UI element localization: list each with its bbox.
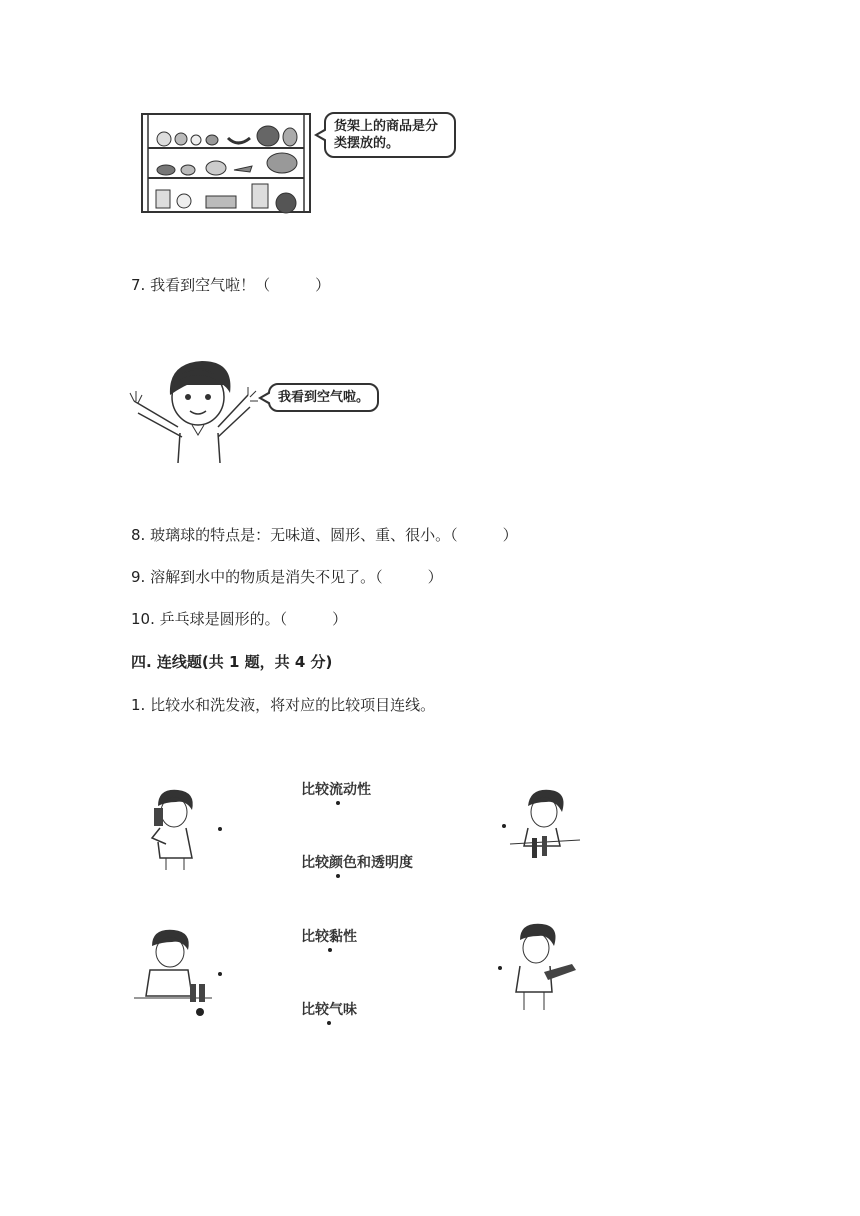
boy-drawing [130, 355, 260, 465]
child-shaking-drawing [134, 928, 214, 1018]
child-smelling [146, 788, 198, 872]
child-looking-drawing [510, 788, 582, 864]
match-label-viscosity: 比较黏性 [301, 929, 357, 945]
boy-speech-bubble [268, 383, 379, 412]
question-9: 9. 溶解到水中的物质是消失不见了。（ ） [131, 568, 443, 586]
match-dot-label-3[interactable] [328, 948, 332, 952]
match-dot-child-3[interactable] [502, 824, 506, 828]
match-dot-child-2[interactable] [218, 972, 222, 976]
matching-prompt: 1. 比较水和洗发液，将对应的比较项目连线。 [131, 696, 436, 714]
child-looking [510, 788, 582, 864]
boy-bubble-text: 我看到空气啦。 [278, 390, 370, 405]
shelf-illustration [136, 108, 316, 214]
child-shaking [134, 928, 214, 1018]
child-tilting-drawing [510, 922, 580, 1014]
child-smelling-drawing [146, 788, 198, 872]
question-10: 10. 乒乓球是圆形的。（ ） [131, 610, 348, 628]
question-8: 8. 玻璃球的特点是：无味道、圆形、重、很小。（ ） [131, 526, 518, 544]
boy-illustration [130, 355, 260, 465]
child-tilting [510, 922, 580, 1014]
match-label-color-transparency: 比较颜色和透明度 [301, 855, 413, 871]
match-dot-child-1[interactable] [218, 827, 222, 831]
shelf-speech-bubble [324, 112, 456, 158]
match-dot-label-2[interactable] [336, 874, 340, 878]
match-dot-label-1[interactable] [336, 801, 340, 805]
match-label-fluidity: 比较流动性 [301, 782, 371, 798]
shelf-bubble-text: 货架上的商品是分类摆放的。 [334, 119, 439, 151]
match-dot-child-4[interactable] [498, 966, 502, 970]
match-label-smell: 比较气味 [301, 1002, 357, 1018]
question-7: 7. 我看到空气啦！（ ） [131, 276, 331, 294]
match-dot-label-4[interactable] [327, 1021, 331, 1025]
section-4-title: 四. 连线题(共 1 题，共 4 分) [131, 653, 333, 671]
shelf-drawing [136, 108, 316, 214]
